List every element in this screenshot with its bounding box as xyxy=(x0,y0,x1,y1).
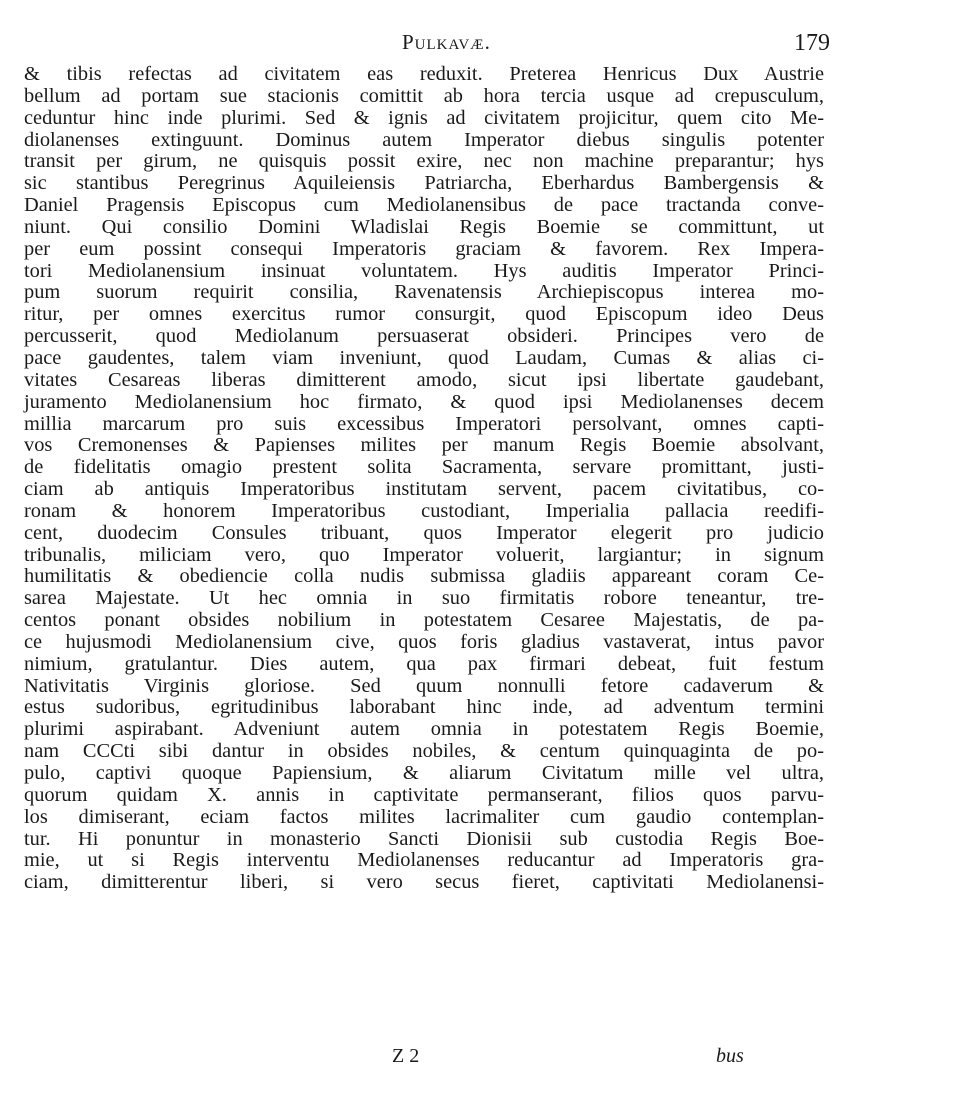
catchword: bus xyxy=(716,1045,744,1067)
text-line: vitates Cesareas liberas dimitterent amodo, sicut ipsi libertate gaudebant, xyxy=(24,368,824,391)
text-line: Nativitatis Virginis gloriose. Sed quum nonnulli fetore cadaverum & xyxy=(24,674,824,697)
text-line: nimium, gratulantur. Dies autem, qua pax firmari debeat, fuit festum xyxy=(24,652,824,675)
text-line: Daniel Pragensis Episcopus cum Mediolanensibus de pace tractanda conve- xyxy=(24,194,824,217)
text-line: diolanenses extinguunt. Dominus autem Imperator diebus singulis potenter xyxy=(24,128,824,151)
text-line: transit per girum, ne quisquis possit exire, nec non machine preparantur; hys xyxy=(24,150,824,173)
text-line: juramento Mediolanensium hoc firmato, & quod ipsi Mediolanenses decem xyxy=(24,390,824,413)
text-line: millia marcarum pro suis excessibus Imperatori persolvant, omnes capti- xyxy=(24,412,824,435)
text-line: quorum quidam X. annis in captivitate permanserant, filios quos parvu- xyxy=(24,783,824,806)
page-header xyxy=(20,30,940,62)
text-line: los dimiserant, eciam factos milites lacrimaliter cum gaudio contemplan- xyxy=(24,805,824,828)
page-number: 179 xyxy=(794,30,830,56)
text-line: cent, duodecim Consules tribuant, quos Imperator elegerit pro judicio xyxy=(24,521,824,544)
running-title: Pulkavæ. xyxy=(402,30,491,54)
text-line: humilitatis & obediencie colla nudis submissa gladiis appareant coram Ce- xyxy=(24,565,824,588)
text-line: tori Mediolanensium insinuat voluntatem. Hys auditis Imperator Princi- xyxy=(24,259,824,282)
text-line: percusserit, quod Mediolanum persuaserat obsideri. Principes vero de xyxy=(24,325,824,348)
text-line: vos Cremonenses & Papienses milites per manum Regis Boemie absolvant, xyxy=(24,434,824,457)
text-line: de fidelitatis omagio prestent solita Sacramenta, servare promittant, justi- xyxy=(24,456,824,479)
text-line: ce hujusmodi Mediolanensium cive, quos foris gladius vastaverat, intus pavor xyxy=(24,630,824,653)
text-line: per eum possint consequi Imperatoris graciam & favorem. Rex Impera- xyxy=(24,237,824,260)
text-line: ciam ab antiquis Imperatoribus institutam servent, pacem civitatibus, co- xyxy=(24,478,824,501)
text-line: ceduntur hinc inde plurimi. Sed & ignis ad civitatem projicitur, quem cito Me- xyxy=(24,106,824,129)
text-line: plurimi aspirabant. Adveniunt autem omnia in potestatem Regis Boemie, xyxy=(24,718,824,741)
text-line: estus sudoribus, egritudinibus laborabant hinc inde, ad adventum termini xyxy=(24,696,824,719)
text-line: ciam, dimitterentur liberi, si vero secus fieret, captivitati Mediolanensi- xyxy=(24,871,824,894)
text-line: pace gaudentes, talem viam inveniunt, quod Laudam, Cumas & alias ci- xyxy=(24,346,824,369)
text-line: & tibis refectas ad civitatem eas reduxit. Preterea Henricus Dux Austrie xyxy=(24,63,824,85)
text-line: centos ponant obsides nobilium in potestatem Cesaree Majestatis, de pa- xyxy=(24,609,824,632)
text-line: sarea Majestate. Ut hec omnia in suo firmitatis robore teneantur, tre- xyxy=(24,587,824,610)
text-line: ritur, per omnes exercitus rumor consurgit, quod Episcopum ideo Deus xyxy=(24,303,824,326)
text-line: pum suorum requirit consilia, Ravenatensis Archiepiscopus interea mo- xyxy=(24,281,824,304)
text-line: mie, ut si Regis interventu Mediolanenses reducantur ad Imperatoris gra- xyxy=(24,849,824,872)
text-line: tur. Hi ponuntur in monasterio Sancti Dionisii sub custodia Regis Boe- xyxy=(24,827,824,850)
text-line: niunt. Qui consilio Domini Wladislai Regis Boemie se committunt, ut xyxy=(24,215,824,238)
body-text xyxy=(24,64,824,894)
text-line: bellum ad portam sue stacionis comittit ab hora tercia usque ad crepusculum, xyxy=(24,84,824,107)
text-line: nam CCCti sibi dantur in obsides nobiles, & centum quinquaginta de po- xyxy=(24,740,824,763)
signature-mark: Z 2 xyxy=(392,1045,420,1067)
text-line: pulo, captivi quoque Papiensium, & aliarum Civitatum mille vel ultra, xyxy=(24,762,824,784)
text-line: ronam & honorem Imperatoribus custodiant, Imperialia pallacia reedifi- xyxy=(24,499,824,522)
text-line: sic stantibus Peregrinus Aquileiensis Patriarcha, Eberhardus Bambergensis & xyxy=(24,172,824,195)
page-footer xyxy=(0,1045,960,1075)
text-line: tribunalis, miliciam vero, quo Imperator voluerit, largiantur; in signum xyxy=(24,543,824,566)
